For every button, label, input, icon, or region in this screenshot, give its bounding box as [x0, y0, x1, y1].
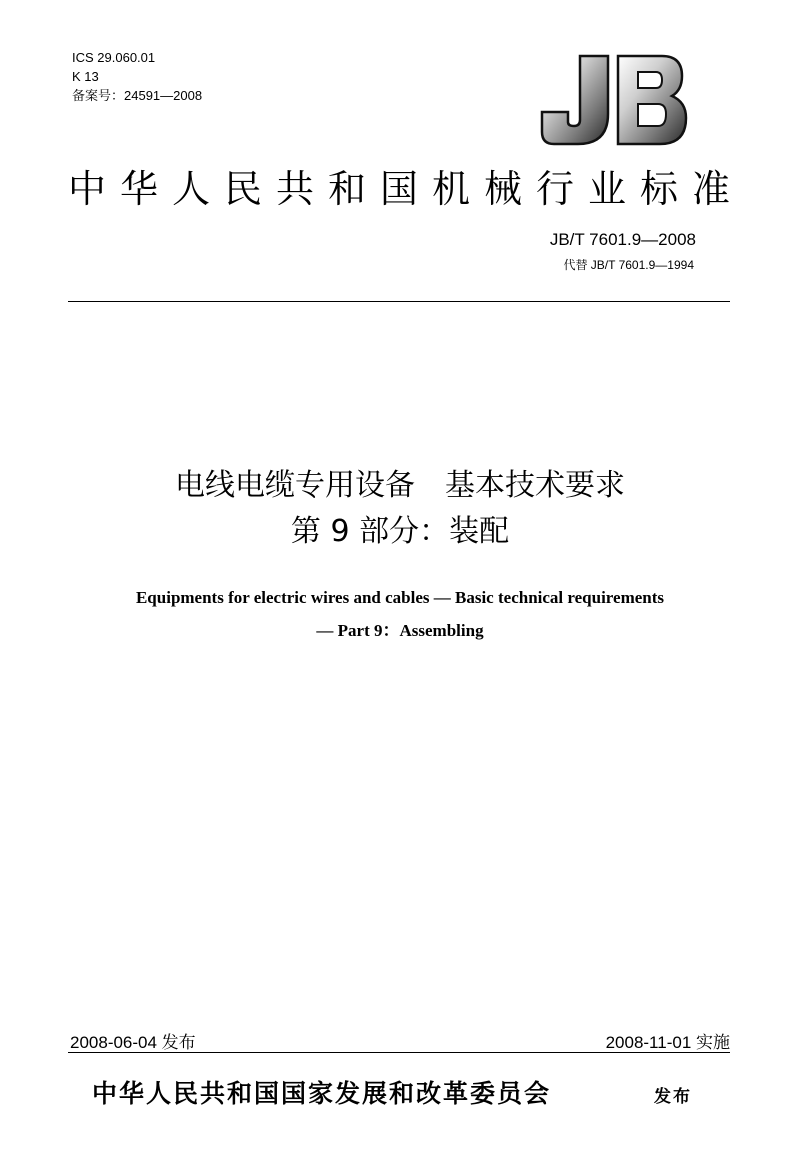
english-title-line-1: Equipments for electric wires and cables — Basic technical requirements — [135, 588, 665, 607]
chinese-title-line-2: 第 9 部分：装配 — [290, 514, 510, 549]
footer-divider — [68, 1052, 730, 1053]
document-metadata — [72, 48, 202, 105]
classification-code: K 13 — [72, 69, 99, 84]
chinese-title-line-1: 电线电缆专用设备 基本技术要求 — [175, 468, 625, 503]
ics-code: ICS 29.060.01 — [72, 50, 156, 65]
jb-logo — [540, 52, 690, 148]
issuing-authority: 中华人民共和国国家发展和改革委员会 — [92, 1079, 552, 1108]
standard-number: JB/T 7601.9—2008 — [549, 230, 696, 249]
standard-category-title: 中华人民共和国机械行业标准 — [68, 167, 745, 211]
issuing-authority-suffix: 发布 — [654, 1087, 692, 1107]
effective-date: 2008-11-01 实施 — [605, 1033, 730, 1052]
english-title-line-2: — Part 9：Assembling — [316, 621, 484, 640]
record-number: 备案号：24591—2008 — [72, 88, 203, 103]
publish-date: 2008-06-04 发布 — [70, 1033, 196, 1052]
replaces-standard: 代替 JB/T 7601.9—1994 — [563, 258, 694, 272]
header-divider — [68, 301, 730, 302]
